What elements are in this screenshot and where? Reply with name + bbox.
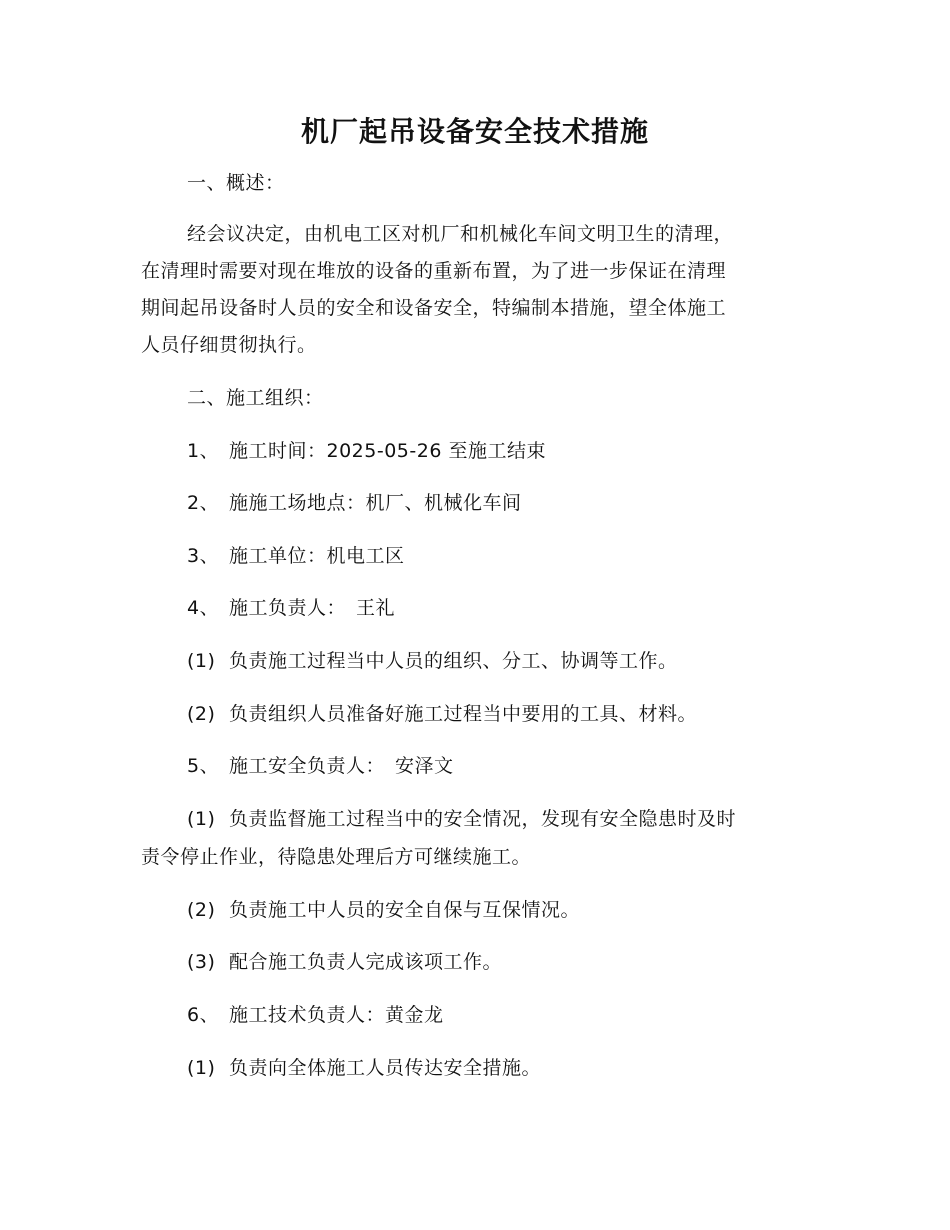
sub-text: 负责向全体施工人员传达安全措施。 <box>229 1057 542 1079</box>
sub-item-5-1 <box>187 804 736 834</box>
section-heading-overview: 一、概述： <box>187 172 285 194</box>
intro-line-2: 在清理时需要对现在堆放的设备的重新布置，为了进一步保证在清理 <box>141 260 727 282</box>
intro-line-1: 经会议决定，由机电工区对机厂和机械化车间文明卫生的清理， <box>187 223 734 245</box>
sub-text: 配合施工负责人完成该项工作。 <box>229 951 503 973</box>
section-heading-organization: 二、施工组织： <box>187 387 324 409</box>
list-item-person-in-charge <box>187 593 395 623</box>
page-title: 机厂起吊设备安全技术措施 <box>300 115 649 148</box>
list-number: 1、 <box>187 440 220 462</box>
list-item-construction-unit <box>187 541 405 571</box>
sub-item-5-3 <box>187 947 502 977</box>
person-name: 安泽文 <box>395 755 454 777</box>
sub-item-4-2 <box>187 699 697 729</box>
sub-number: (3) <box>187 951 216 973</box>
sub-number: (2) <box>187 703 216 725</box>
intro-line-3: 期间起吊设备时人员的安全和设备安全，特编制本措施，望全体施工 <box>141 297 727 319</box>
list-number: 3、 <box>187 545 220 567</box>
sub-number: (2) <box>187 899 216 921</box>
sub-number: (1) <box>187 650 216 672</box>
sub-text: 负责施工过程当中人员的组织、分工、协调等工作。 <box>229 650 678 672</box>
list-item-construction-time <box>187 436 546 466</box>
list-number: 5、 <box>187 755 220 777</box>
intro-line-4: 人员仔细贯彻执行。 <box>141 334 317 356</box>
sub-text: 负责监督施工过程当中的安全情况，发现有安全隐患时及时 <box>229 808 737 830</box>
list-number: 6、 <box>187 1004 220 1026</box>
list-text: 施工单位：机电工区 <box>229 545 405 567</box>
list-text: 施施工场地点：机厂、机械化车间 <box>229 492 522 514</box>
sub-item-4-1 <box>187 646 678 676</box>
sub-item-5-2 <box>187 895 580 925</box>
sub-item-6-1 <box>187 1053 541 1083</box>
list-text: 施工时间：2025-05-26 至施工结束 <box>229 440 546 462</box>
list-number: 4、 <box>187 597 220 619</box>
sub-text: 负责施工中人员的安全自保与互保情况。 <box>229 899 581 921</box>
list-label: 施工负责人： <box>229 597 347 619</box>
sub-number: (1) <box>187 1057 216 1079</box>
list-label: 施工安全负责人： <box>229 755 386 777</box>
person-name: 王礼 <box>356 597 396 619</box>
list-number: 2、 <box>187 492 220 514</box>
sub-item-5-1-continuation: 责令停止作业，待隐患处理后方可继续施工。 <box>141 846 532 868</box>
sub-number: (1) <box>187 808 216 830</box>
list-item-safety-officer <box>187 751 454 781</box>
list-item-construction-site <box>187 488 522 518</box>
list-text: 施工技术负责人：黄金龙 <box>229 1004 444 1026</box>
list-item-technical-officer <box>187 1000 444 1030</box>
sub-text: 负责组织人员准备好施工过程当中要用的工具、材料。 <box>229 703 698 725</box>
